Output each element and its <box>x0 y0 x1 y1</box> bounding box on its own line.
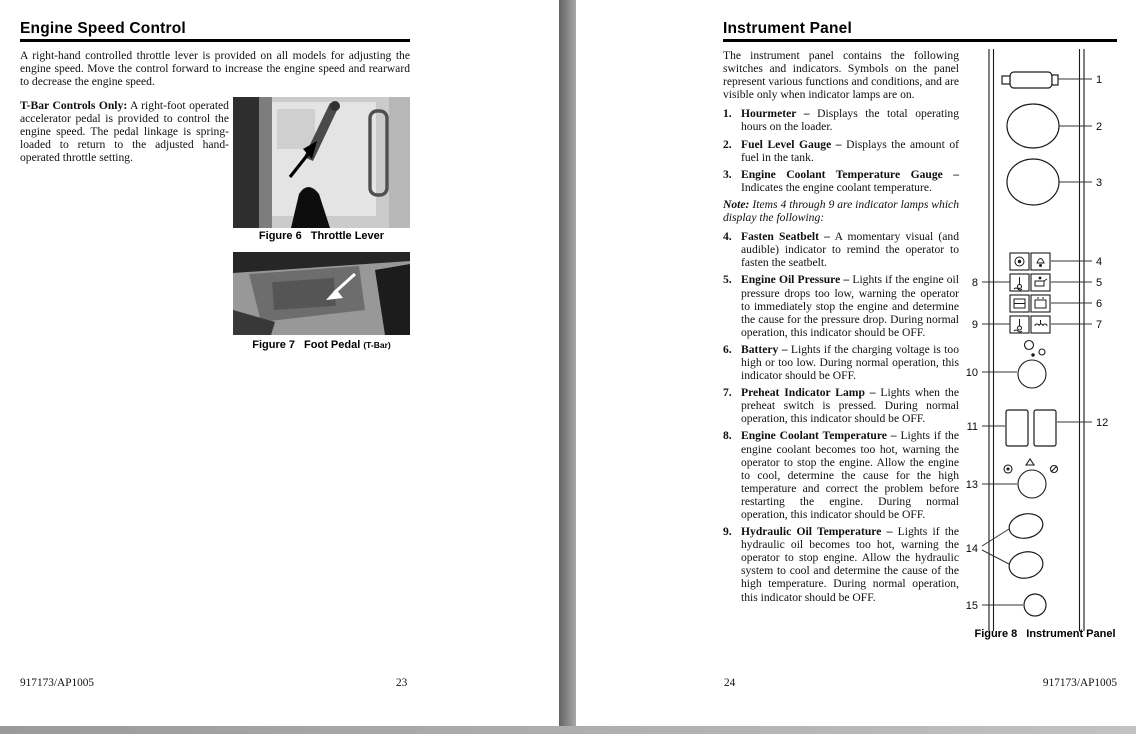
rotary-switch-shape <box>1018 341 1046 389</box>
right-page-title: Instrument Panel <box>723 20 852 37</box>
round-control-shape <box>1024 594 1046 616</box>
list-item-8 <box>723 429 959 521</box>
left-page-number: 23 <box>396 677 408 689</box>
fuel-gauge-shape <box>1007 104 1059 148</box>
callout-5: 5 <box>1096 277 1103 289</box>
callout-9: 9 <box>971 319 978 331</box>
list-item-9 <box>723 525 959 604</box>
figure-8-label: Figure 8 <box>974 628 1018 640</box>
rocker-switch-shapes <box>1007 511 1046 582</box>
list-item-5 <box>723 273 959 338</box>
right-page-number: 24 <box>724 677 736 689</box>
note-paragraph: Note: Items 4 through 9 are indicator lamps which display the following: <box>723 197 959 225</box>
auxiliary-switch-shape <box>1004 459 1058 498</box>
switch-block-left-shape <box>1006 410 1028 446</box>
figure-6-caption: Figure 6 Throttle Lever <box>258 230 385 242</box>
left-title-rule <box>20 39 410 42</box>
item-number: 4. <box>723 230 732 244</box>
callout-12: 12 <box>1096 417 1109 429</box>
item-number: 2. <box>723 137 732 151</box>
item-text: Engine Coolant Temperature – Lights if the engine coolant becomes too hot, warning the operator to stop the engine. Allow the engine to cool, determine the cause for the high temperature and correct the problem before restarting the engine. During normal operation, this indicator should be OFF. <box>741 429 959 521</box>
callout-10: 10 <box>965 367 978 379</box>
tbar-label: T-Bar Controls Only: <box>20 99 128 112</box>
page-gutter <box>559 0 576 734</box>
callout-3: 3 <box>1096 177 1103 189</box>
item-number: 3. <box>723 167 732 181</box>
battery-indicator-icon <box>1031 295 1050 312</box>
item-number: 6. <box>723 342 732 356</box>
item-number: 5. <box>723 273 732 287</box>
figure-7-caption-note: (T-Bar) <box>363 340 391 350</box>
tbar-text: A right-foot operated accelerator pedal is provided to control the engine speed. The pedal linkage is spring-loaded to return to the adjusted hand-operated throttle setting. <box>20 99 229 165</box>
figure-7-caption: Figure 7 Foot Pedal (T-Bar) <box>252 339 391 351</box>
list-item-1 <box>723 107 959 133</box>
item-number: 9. <box>723 525 732 539</box>
item-text: Fasten Seatbelt – A momentary visual (and audible) indicator to remind the operator to fasten the seatbelt. <box>741 230 959 270</box>
item-number: 8. <box>723 429 732 443</box>
switch-block-right-shape <box>1034 410 1056 446</box>
item-text: Hydraulic Oil Temperature – Lights if the hydraulic oil becomes too hot, warning the operator to stop engine. Allow the hydraulic system to cool and determine the cause of the high temperature. During normal operation, this indicator should be OFF. <box>741 525 959 604</box>
callout-15: 15 <box>965 600 978 612</box>
coolant-temp-gauge-shape <box>1007 159 1059 205</box>
list-item-2 <box>723 138 959 164</box>
right-intro-paragraph: The instrument panel contains the following switches and indicators. Symbols on the panel represent various functions and conditions, and are visible only when indicator lamps are on. <box>723 49 959 102</box>
figure-6-label: Figure 6 <box>258 230 302 242</box>
callout-8: 8 <box>971 277 978 289</box>
item-text: Engine Oil Pressure – Lights if the engine oil pressure drops too low, warning the operator to immediately stop the engine and determine the cause for the pressure drop. During normal operation, this indicator should be OFF. <box>741 273 959 339</box>
figure-7-label: Figure 7 <box>252 339 296 351</box>
item-text: Fuel Level Gauge – Displays the amount of fuel in the tank. <box>741 137 960 164</box>
callout-13: 13 <box>965 479 978 491</box>
scan-edge-strip <box>0 726 1136 734</box>
figure-8-caption: Figure 8 Instrument Panel <box>974 628 1116 640</box>
seatbelt-indicator-icon <box>1031 253 1050 270</box>
hourmeter-shape <box>1002 72 1058 88</box>
list-item-6 <box>723 343 959 382</box>
callout-6: 6 <box>1096 298 1103 310</box>
oil-pressure-indicator-icon <box>1031 274 1050 291</box>
left-footer-code: 917173/AP1005 <box>20 677 95 689</box>
item-text: Preheat Indicator Lamp – Lights when the preheat switch is pressed. During normal operation, this indicator should be OFF. <box>741 386 959 426</box>
left-intro-paragraph: A right-hand controlled throttle lever is provided on all models for adjusting the engine speed. Move the control forward to increase the engine speed and rearward to decrease the engine speed. <box>20 49 410 89</box>
callout-14: 14 <box>965 543 978 555</box>
instrument-panel-diagram <box>956 45 1134 635</box>
callout-7: 7 <box>1096 319 1103 331</box>
item-number: 7. <box>723 386 732 400</box>
list-item-7 <box>723 386 959 425</box>
right-title-rule <box>723 39 1117 42</box>
right-text-column <box>723 49 959 608</box>
item-number: 1. <box>723 107 732 121</box>
callout-1: 1 <box>1096 74 1103 86</box>
figure-7-photo <box>233 252 410 335</box>
callout-4: 4 <box>1096 256 1103 268</box>
item-text: Battery – Lights if the charging voltage is too high or too low. During normal operation, this indicator should be OFF. <box>741 342 959 383</box>
list-item-3 <box>723 168 959 194</box>
left-page-title: Engine Speed Control <box>20 20 186 37</box>
figure-6-photo <box>233 97 410 228</box>
list-item-4 <box>723 230 959 269</box>
callout-2: 2 <box>1096 121 1103 133</box>
item-text: Hourmeter – Displays the total operating hours on the loader. <box>741 107 960 134</box>
right-footer-code: 917173/AP1005 <box>1042 677 1117 689</box>
tbar-paragraph <box>20 99 229 170</box>
callout-11: 11 <box>966 421 978 433</box>
item-text: Engine Coolant Temperature Gauge – Indicates the engine coolant temperature. <box>741 167 959 194</box>
